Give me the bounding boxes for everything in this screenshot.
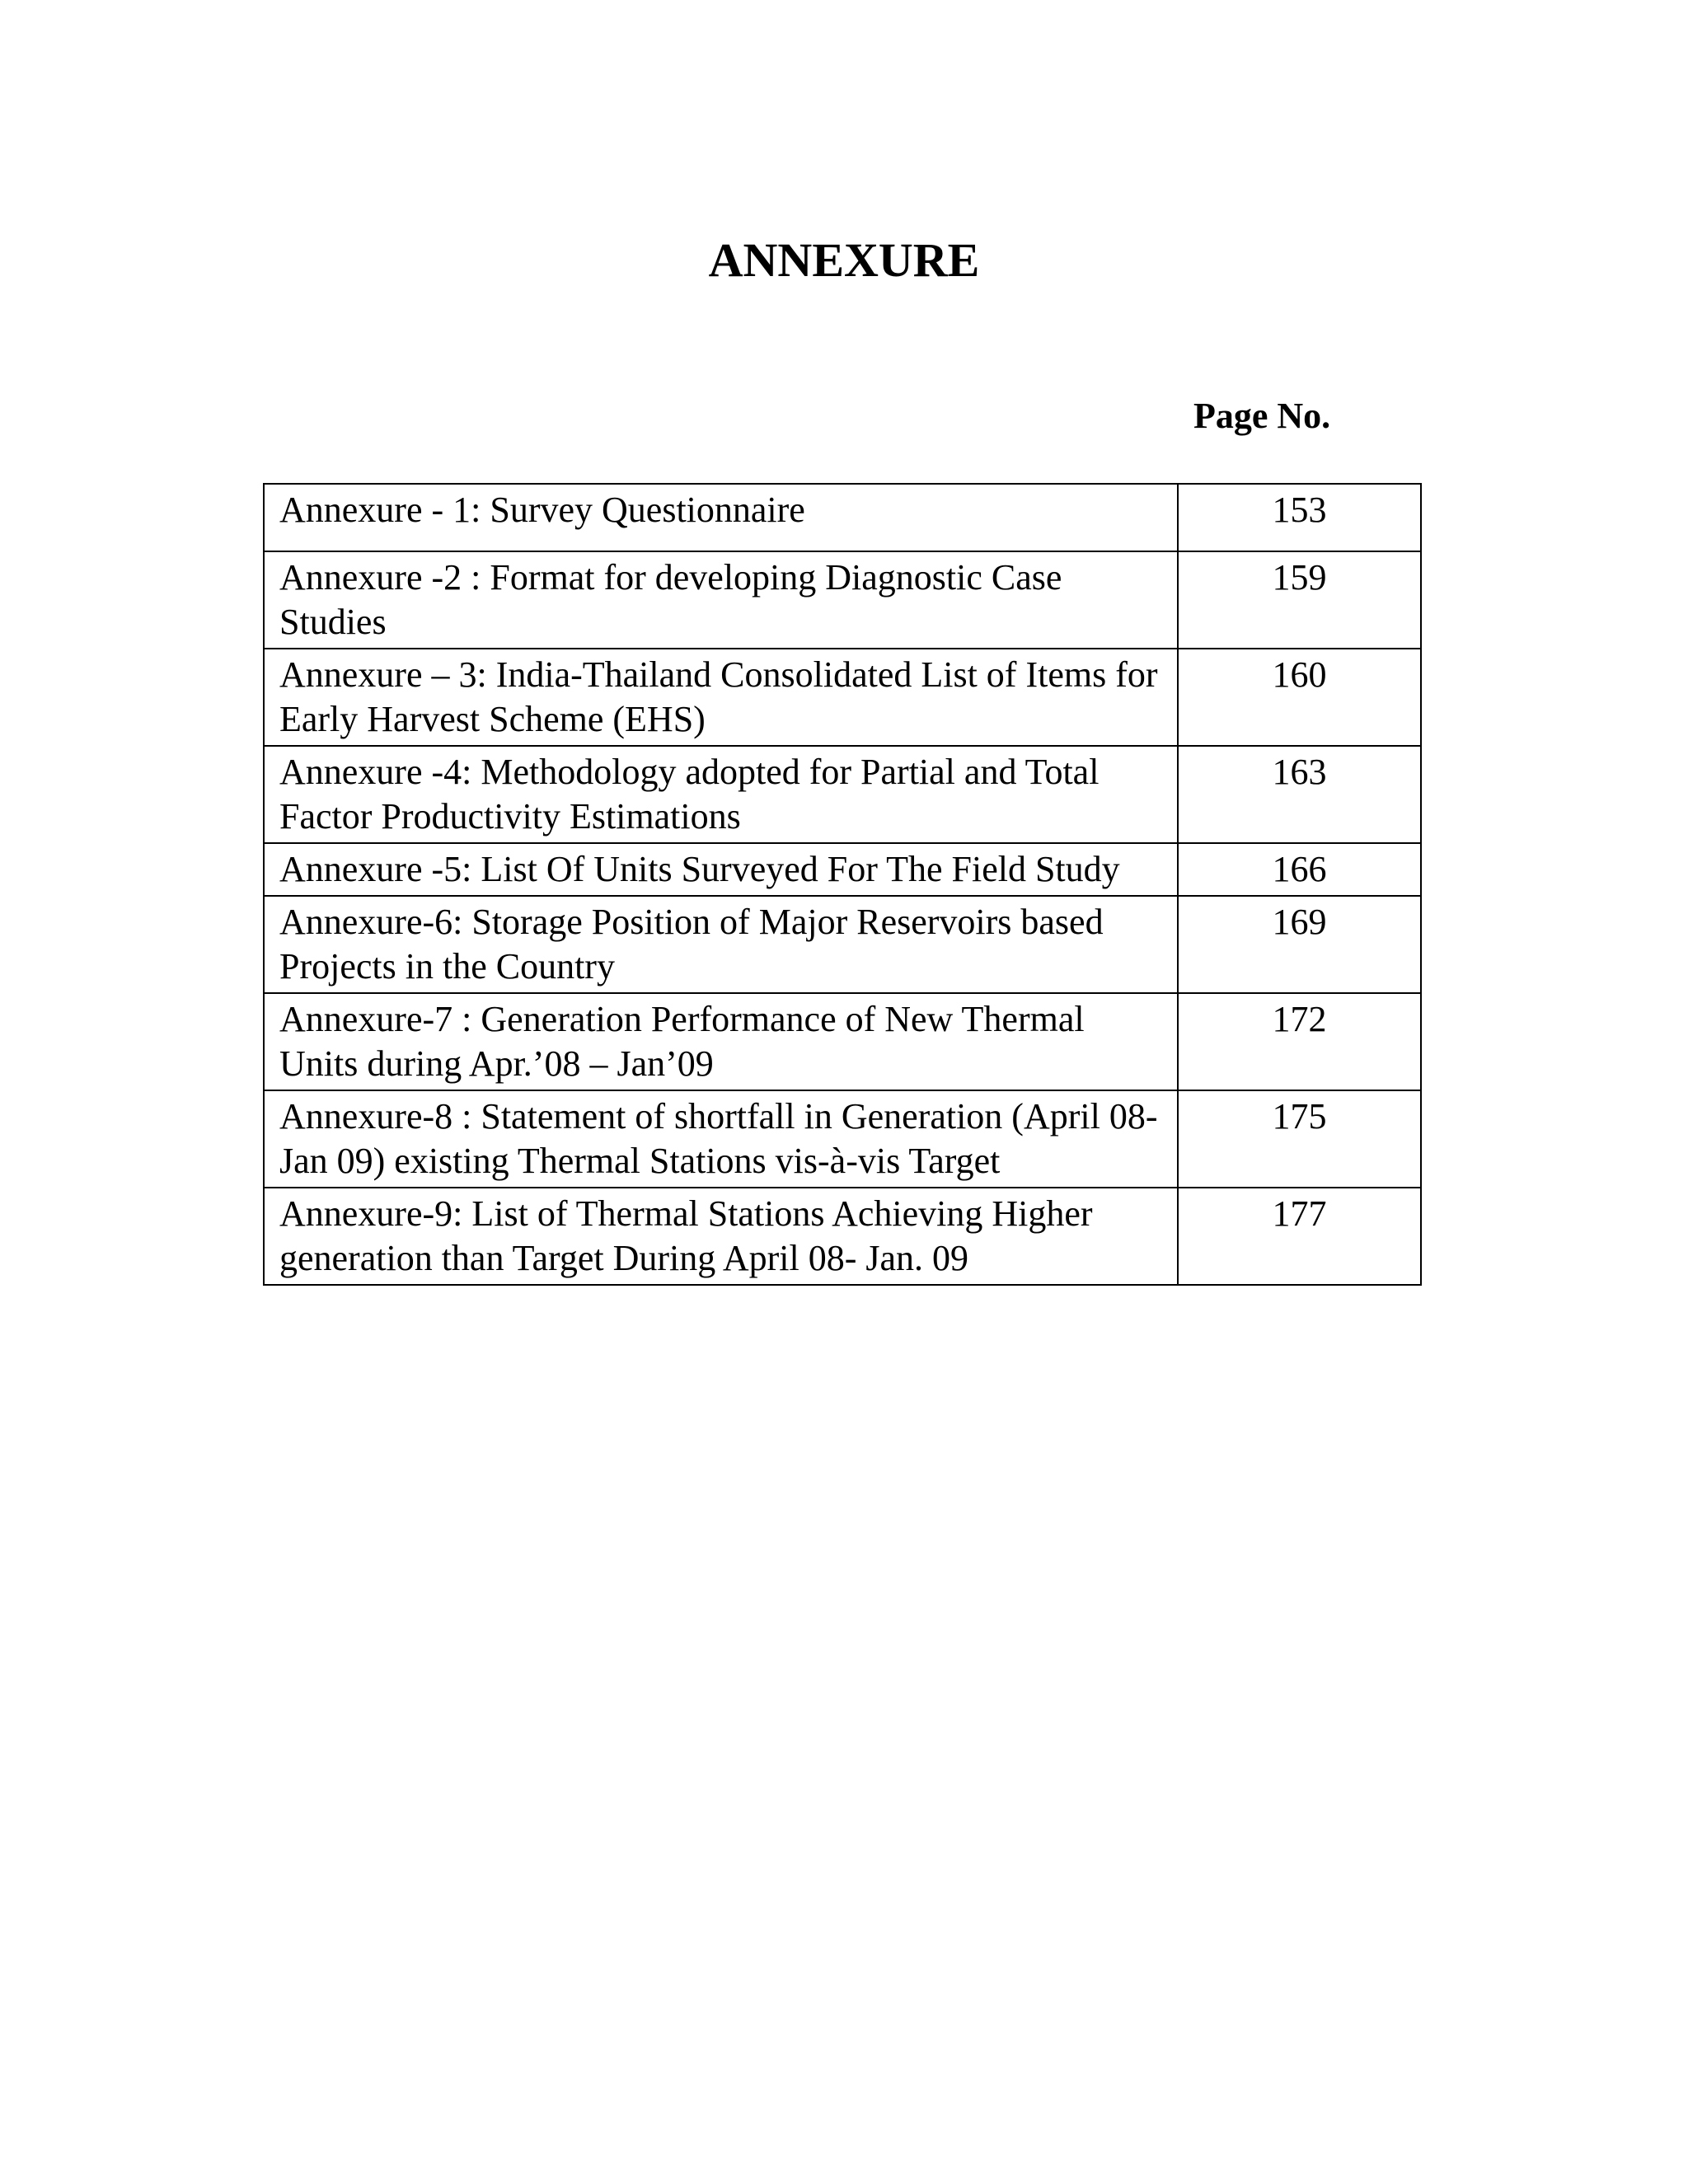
annexure-title: Annexure -4: Methodology adopted for Partial and Total Factor Productivity Estimations: [264, 746, 1178, 843]
table-row: [264, 1188, 1421, 1285]
annexure-page-number: 163: [1178, 746, 1421, 843]
annexure-page-number: 159: [1178, 551, 1421, 649]
annexure-page-number: 160: [1178, 649, 1421, 746]
page-no-heading: Page No.: [1193, 396, 1331, 436]
annexure-title: Annexure -5: List Of Units Surveyed For The Field Study: [264, 843, 1178, 896]
annexure-table: [263, 483, 1422, 1286]
annexure-title: Annexure-8 : Statement of shortfall in Generation (April 08-Jan 09) existing Thermal Stations vis-à-vis Target: [264, 1090, 1178, 1188]
annexure-page-number: 166: [1178, 843, 1421, 896]
annexure-title: Annexure – 3: India-Thailand Consolidated List of Items for Early Harvest Scheme (EHS): [264, 649, 1178, 746]
table-row: [264, 843, 1421, 896]
table-row: [264, 896, 1421, 993]
annexure-page-number: 153: [1178, 484, 1421, 551]
annexure-title: Annexure-6: Storage Position of Major Reservoirs based Projects in the Country: [264, 896, 1178, 993]
table-row: [264, 746, 1421, 843]
annexure-title: Annexure -2 : Format for developing Diagnostic Case Studies: [264, 551, 1178, 649]
table-row: [264, 649, 1421, 746]
annexure-title: Annexure-7 : Generation Performance of New Thermal Units during Apr.’08 – Jan’09: [264, 993, 1178, 1090]
page-title: ANNEXURE: [708, 233, 980, 287]
table-row: [264, 551, 1421, 649]
table-row: [264, 1090, 1421, 1188]
table-row: [264, 993, 1421, 1090]
table-row: [264, 484, 1421, 551]
annexure-page-number: 172: [1178, 993, 1421, 1090]
annexure-title: Annexure-9: List of Thermal Stations Achieving Higher generation than Target During April 08- Jan. 09: [264, 1188, 1178, 1285]
annexure-page-number: 175: [1178, 1090, 1421, 1188]
annexure-page-number: 169: [1178, 896, 1421, 993]
annexure-title: Annexure - 1: Survey Questionnaire: [264, 484, 1178, 551]
annexure-page-number: 177: [1178, 1188, 1421, 1285]
